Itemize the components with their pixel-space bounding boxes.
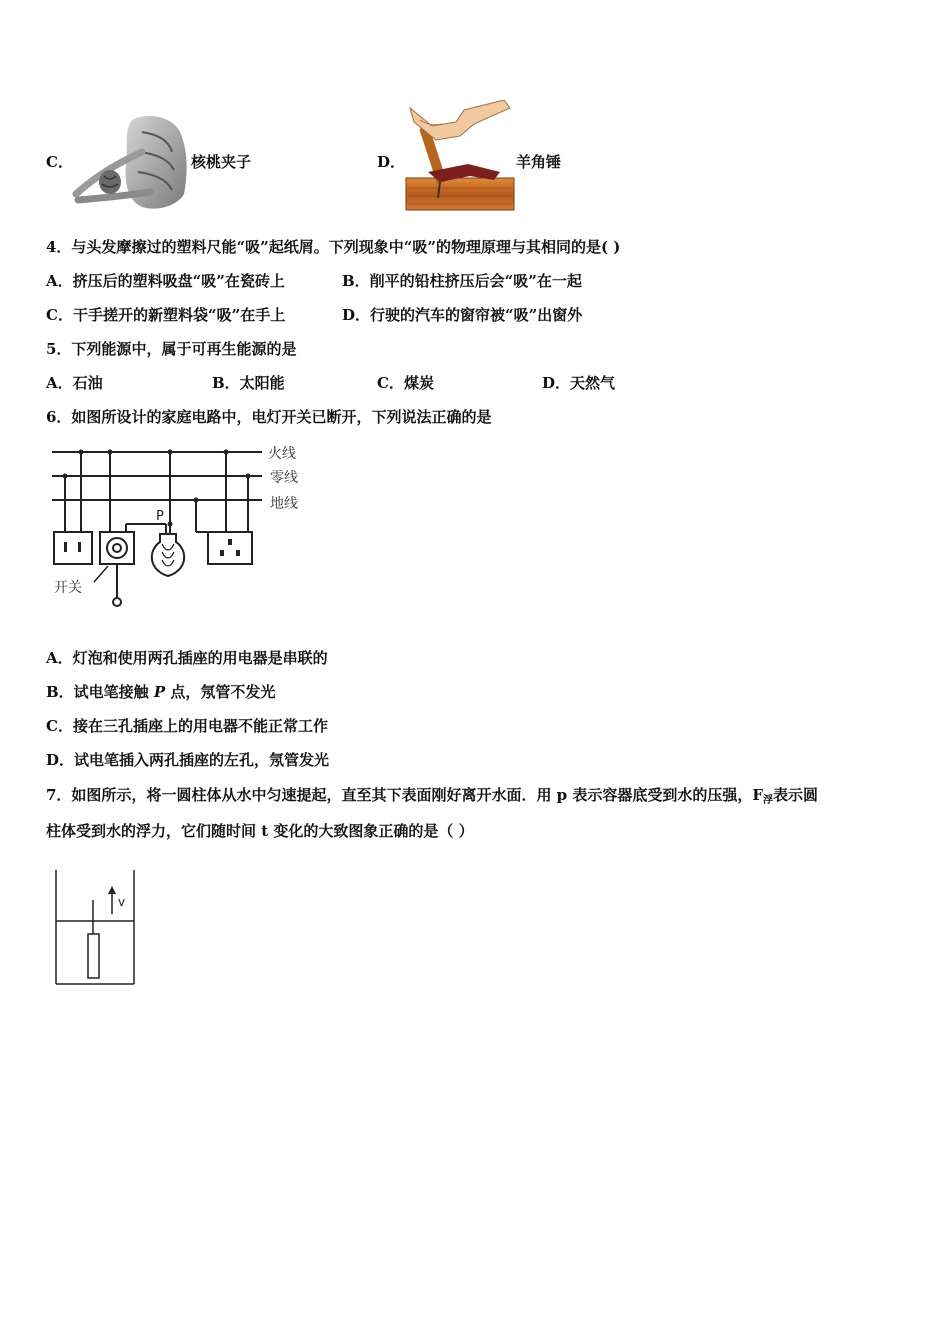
q5-option-c: C．煤炭 <box>377 374 434 392</box>
q4-option-b: B．削平的铅柱挤压后会“吸”在一起 <box>342 272 582 290</box>
q6-option-b-pre: B．试电笔接触 <box>46 683 154 701</box>
q7-stem-line1 <box>46 785 818 811</box>
q4-option-c: C．干手搓开的新塑料袋“吸”在手上 <box>46 306 286 324</box>
switch-label: 开关 <box>54 580 82 596</box>
point-p-label: P <box>156 509 164 524</box>
q3-option-d-letter: D． <box>377 153 406 171</box>
q7-buoyancy-subscript: 浮 <box>763 795 774 806</box>
cylinder-in-water-diagram <box>52 868 140 990</box>
claw-hammer-image <box>404 100 516 214</box>
q7-stem-line1-pre: 7．如图所示，将一圆柱体从水中匀速提起，直至其下表面刚好离开水面．用 p 表示容器底受到水的压强，F <box>46 786 764 804</box>
q6-option-b <box>46 682 275 702</box>
household-circuit-diagram <box>48 438 318 612</box>
velocity-label: v <box>118 895 126 909</box>
q5-option-d: D．天然气 <box>542 374 616 392</box>
q6-option-d: D．试电笔插入两孔插座的左孔，氖管发光 <box>46 751 330 769</box>
fire-wire-label: 火线 <box>268 446 296 462</box>
q6-option-c: C．接在三孔插座上的用电器不能正常工作 <box>46 717 328 735</box>
nutcracker-image <box>72 112 192 214</box>
q3-option-c-label: 核桃夹子 <box>191 153 252 171</box>
q7-stem-line1-post: 表示圆 <box>773 786 819 804</box>
q4-option-d: D．行驶的汽车的窗帘被“吸”出窗外 <box>342 306 583 324</box>
q6-option-b-point: P <box>153 683 166 701</box>
q6-option-b-post: 点，氖管不发光 <box>165 683 276 701</box>
q5-option-a: A．石油 <box>46 374 103 392</box>
q4-option-a: A．挤压后的塑料吸盘“吸”在瓷砖上 <box>46 272 285 290</box>
q6-stem: 6．如图所设计的家庭电路中，电灯开关已断开，下列说法正确的是 <box>46 408 492 426</box>
q5-option-b: B．太阳能 <box>212 374 285 392</box>
q4-stem: 4．与头发摩擦过的塑料尺能“吸”起纸屑。下列现象中“吸”的物理原理与其相同的是( ) <box>46 238 621 256</box>
q5-stem: 5．下列能源中，属于可再生能源的是 <box>46 340 297 358</box>
q7-stem-line2: 柱体受到水的浮力，它们随时间 t 变化的大致图象正确的是（ ） <box>46 822 474 840</box>
q3-option-c-letter: C． <box>46 153 73 171</box>
q3-option-d-label: 羊角锤 <box>516 153 562 171</box>
ground-wire-label: 地线 <box>270 496 298 512</box>
q6-option-a: A．灯泡和使用两孔插座的用电器是串联的 <box>46 649 328 667</box>
neutral-wire-label: 零线 <box>270 470 298 486</box>
